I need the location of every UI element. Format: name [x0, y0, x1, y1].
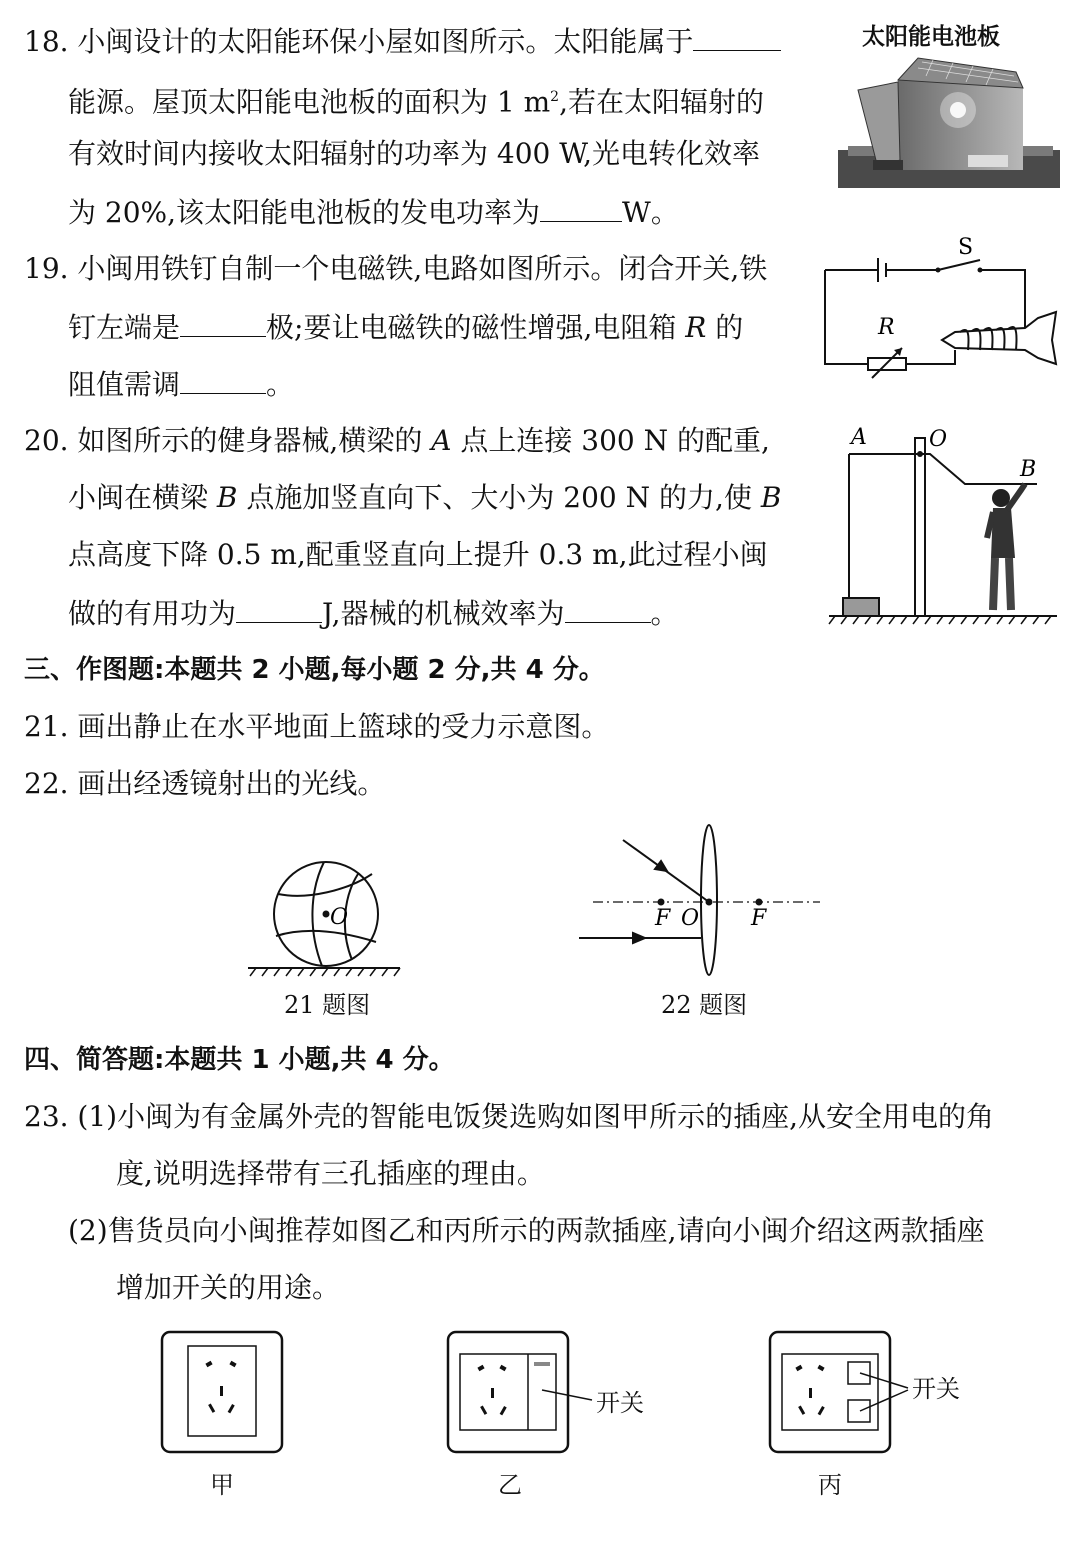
- q18-line4: 为 20%,该太阳能电池板的发电功率为 W。: [68, 191, 679, 233]
- q20-line2: 小闽在横梁 B 点施加竖直向下、大小为 200 N 的力,使 B: [68, 481, 782, 514]
- q19-line1: 19. 小闽用铁钉自制一个电磁铁,电路如图所示。闭合开关,铁: [24, 252, 768, 285]
- solar-panel-label: 太阳能电池板: [862, 24, 1000, 50]
- q19-blank1[interactable]: [180, 306, 266, 337]
- point-A-label: A: [851, 425, 867, 450]
- q20-blank1[interactable]: [236, 592, 322, 623]
- q18-line3: 有效时间内接收太阳辐射的功率为 400 W,光电转化效率: [68, 137, 761, 170]
- q23-line4: 增加开关的用途。: [116, 1271, 341, 1304]
- q19-line2: 钉左端是 极;要让电磁铁的磁性增强,电阻箱 R 的: [68, 306, 743, 348]
- section-4-heading: 四、简答题:本题共 1 小题,共 4 分。: [24, 1045, 455, 1075]
- solar-house-figure: [838, 50, 1060, 190]
- q23-line3: (2)售货员向小闽推荐如图乙和丙所示的两款插座,请向小闽介绍这两款插座: [68, 1214, 985, 1247]
- basketball-figure: [248, 860, 408, 976]
- switch-label-yi: 开关: [596, 1389, 644, 1417]
- q19-line3: 阻值需调 。: [68, 363, 294, 405]
- optical-center-O: O: [681, 906, 700, 931]
- q18-line2: 能源。屋顶太阳能电池板的面积为 1 $m^2$,若在太阳辐射的: [68, 85, 764, 119]
- electromagnet-circuit: [820, 232, 1060, 377]
- q18-line1: 18. 小闽设计的太阳能环保小屋如图所示。太阳能属于: [24, 20, 781, 62]
- lens-figure: [575, 822, 825, 982]
- point-B-label: B: [1020, 457, 1037, 482]
- label-bing: 丙: [818, 1471, 842, 1499]
- section-3-heading: 三、作图题:本题共 2 小题,每小题 2 分,共 4 分。: [24, 655, 605, 685]
- q19-blank2[interactable]: [180, 363, 266, 394]
- q18-blank1[interactable]: [693, 20, 781, 51]
- q18-blank2[interactable]: [540, 191, 622, 222]
- q20-line1: 20. 如图所示的健身器械,横梁的 A 点上连接 300 N 的配重,: [24, 424, 770, 457]
- q23-line2: 度,说明选择带有三孔插座的理由。: [116, 1157, 545, 1190]
- q20-line3: 点高度下降 0.5 m,配重竖直向上提升 0.3 m,此过程小闽: [68, 538, 768, 571]
- person-figure: [987, 484, 1025, 610]
- fig21-caption: 21 题图: [284, 991, 371, 1019]
- fitness-machine-figure: [825, 420, 1060, 635]
- fig22-caption: 22 题图: [661, 991, 748, 1019]
- socket-bing: [768, 1330, 918, 1454]
- switch-S-label: S: [958, 235, 974, 260]
- q20-line4: 做的有用功为 J,器械的机械效率为 。: [68, 592, 679, 634]
- ball-center-O: O: [330, 905, 349, 930]
- focus-F-right: F: [751, 906, 767, 931]
- q20-blank2[interactable]: [565, 592, 651, 623]
- socket-jia: [160, 1330, 284, 1454]
- q21-text: 21. 画出静止在水平地面上篮球的受力示意图。: [24, 710, 610, 743]
- focus-F-left: F: [655, 906, 671, 931]
- q22-text: 22. 画出经透镜射出的光线。: [24, 767, 386, 800]
- q23-line1: 23. (1)小闽为有金属外壳的智能电饭煲选购如图甲所示的插座,从安全用电的角: [24, 1100, 994, 1133]
- label-yi: 乙: [498, 1471, 522, 1499]
- point-O-label: O: [929, 427, 948, 452]
- resistor-R-label: R: [878, 315, 895, 340]
- label-jia: 甲: [210, 1471, 234, 1499]
- switch-label-bing: 开关: [912, 1375, 960, 1403]
